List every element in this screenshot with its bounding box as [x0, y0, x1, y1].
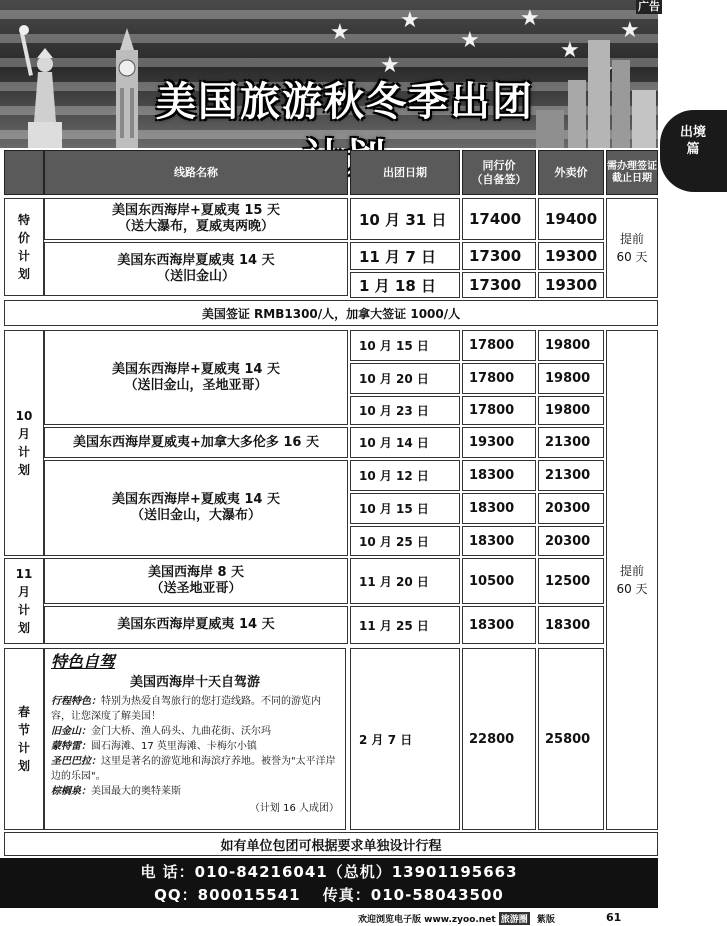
- date-cell: 11 月 20 日: [350, 558, 460, 604]
- date-cell: 10 月 20 日: [350, 363, 460, 394]
- header-visa-deadline: 需办理签证 截止日期: [606, 150, 658, 195]
- section-tab-label: 出境篇: [680, 125, 707, 157]
- date-cell: 11 月 25 日: [350, 606, 460, 644]
- section-tab: [660, 110, 727, 192]
- page-number: 61: [606, 911, 622, 924]
- retail-price-cell: 20300: [538, 493, 604, 524]
- retail-price-cell: 19300: [538, 242, 604, 270]
- star-icon: ★: [330, 20, 350, 45]
- footer-brand: 旅游圈: [499, 912, 530, 925]
- itinerary-monterey: [51, 739, 339, 754]
- visa-deadline-cell: 提前 60 天: [606, 198, 658, 298]
- date-cell: 10 月 23 日: [350, 396, 460, 425]
- star-icon: ★: [400, 8, 420, 33]
- qq-fax-line: QQ：800015541 传真：010-58043500: [154, 886, 504, 904]
- header-peer-price: 同行价 （自备签）: [462, 150, 536, 195]
- date-cell: 1 月 18 日: [350, 272, 460, 298]
- route-cell: 美国西海岸 8 天 （送圣地亚哥）: [44, 558, 348, 604]
- retail-price-cell: 20300: [538, 526, 604, 556]
- sf-label: 旧金山：: [51, 726, 91, 737]
- section-label-november: 11 月 计 划: [4, 558, 44, 644]
- date-cell: 10 月 14 日: [350, 427, 460, 458]
- peer-price-cell: 17300: [462, 242, 536, 270]
- footer-website: 欢迎浏览电子版 www.zyoo.net: [358, 915, 496, 925]
- self-drive-detail: [44, 648, 346, 830]
- phone-line: 电 话：010-84216041（总机）13901195663: [140, 863, 518, 881]
- date-cell: 10 月 15 日: [350, 330, 460, 361]
- header-spacer: [4, 150, 44, 195]
- retail-price-cell: 19300: [538, 272, 604, 298]
- header-date: 出团日期: [350, 150, 460, 195]
- peer-price-cell: 17300: [462, 272, 536, 298]
- header-retail-price: 外卖价: [538, 150, 604, 195]
- features-label: 行程特色：: [51, 696, 101, 707]
- route-cell: 美国东西海岸+夏威夷 15 天 （送大瀑布，夏威夷两晚）: [44, 198, 348, 240]
- group-size-note: （计划 16 人成团）: [249, 803, 339, 814]
- peer-price-cell: 22800: [462, 648, 536, 830]
- section-label-october: 10 月 计 划: [4, 330, 44, 556]
- self-drive-title: 美国西海岸十天自驾游: [129, 675, 260, 690]
- peer-price-cell: 19300: [462, 427, 536, 458]
- date-cell: 2 月 7 日: [350, 648, 460, 830]
- date-cell: 10 月 12 日: [350, 460, 460, 491]
- retail-price-cell: 21300: [538, 427, 604, 458]
- banner-title: 美国旅游秋冬季出团: [156, 79, 534, 125]
- ad-tag: 广告: [638, 0, 660, 13]
- itinerary-features: [51, 694, 339, 724]
- section-label-spring: 春 节 计 划: [4, 648, 44, 830]
- big-ben-icon: [104, 28, 150, 148]
- retail-price-cell: 21300: [538, 460, 604, 491]
- itinerary-sf: [51, 724, 339, 739]
- contact-bar: [0, 858, 658, 908]
- visa-fee-note: 美国签证 RMB1300/人，加拿大签证 1000/人: [4, 300, 658, 326]
- footer-edition: 紫版: [536, 915, 555, 925]
- route-cell: 美国东西海岸+夏威夷 14 天 （送旧金山，圣地亚哥）: [44, 330, 348, 425]
- visa-deadline-cell: 提前 60 天: [606, 330, 658, 830]
- monterey-label: 蒙特雷：: [51, 741, 91, 752]
- features-text: 特别为热爱自驾旅行的您打造线路。不同的游览内容，让您深度了解美国！: [51, 696, 321, 722]
- banner: [0, 0, 658, 148]
- star-icon: ★: [560, 38, 580, 63]
- custom-group-note: 如有单位包团可根据要求单独设计行程: [4, 832, 658, 856]
- date-cell: 11 月 7 日: [350, 242, 460, 270]
- retail-price-cell: 25800: [538, 648, 604, 830]
- peer-price-cell: 18300: [462, 526, 536, 556]
- header-route: 线路名称: [44, 150, 348, 195]
- peer-price-cell: 18300: [462, 606, 536, 644]
- peer-price-cell: 17800: [462, 330, 536, 361]
- date-cell: 10 月 15 日: [350, 493, 460, 524]
- retail-price-cell: 18300: [538, 606, 604, 644]
- route-cell: 美国东西海岸夏威夷 14 天: [44, 606, 348, 644]
- palm-label: 棕榈泉：: [51, 786, 91, 797]
- route-cell: 美国东西海岸夏威夷+加拿大多伦多 16 天: [44, 427, 348, 458]
- sb-text: 这里是著名的游览地和海滨疗养地。被誉为"太平洋岸边的乐园"。: [51, 756, 336, 782]
- retail-price-cell: 19800: [538, 363, 604, 394]
- date-cell: 10 月 31 日: [350, 198, 460, 240]
- star-icon: ★: [520, 6, 540, 31]
- peer-price-cell: 17800: [462, 363, 536, 394]
- star-icon: ★: [460, 28, 480, 53]
- retail-price-cell: 19800: [538, 330, 604, 361]
- route-cell: 美国东西海岸夏威夷 14 天 （送旧金山）: [44, 242, 348, 296]
- peer-price-cell: 18300: [462, 460, 536, 491]
- monterey-text: 圆石海滩、17 英里海滩、卡梅尔小镇: [91, 741, 257, 752]
- sf-text: 金门大桥、渔人码头、九曲花街、沃尔玛: [91, 726, 271, 737]
- retail-price-cell: 19800: [538, 396, 604, 425]
- star-icon: ★: [620, 18, 640, 43]
- date-cell: 10 月 25 日: [350, 526, 460, 556]
- peer-price-cell: 10500: [462, 558, 536, 604]
- palm-text: 美国最大的奥特莱斯: [91, 786, 181, 797]
- star-icon: ★: [380, 53, 400, 78]
- sb-label: 圣巴巴拉：: [51, 756, 101, 767]
- peer-price-cell: 17400: [462, 198, 536, 240]
- skyline-icon: [528, 30, 658, 148]
- retail-price-cell: 12500: [538, 558, 604, 604]
- self-drive-heading: 特色自驾: [51, 652, 116, 671]
- itinerary-santa-barbara: [51, 754, 339, 784]
- retail-price-cell: 19400: [538, 198, 604, 240]
- section-label-special: 特 价 计 划: [4, 198, 44, 296]
- peer-price-cell: 18300: [462, 493, 536, 524]
- statue-of-liberty-icon: [18, 22, 70, 148]
- peer-price-cell: 17800: [462, 396, 536, 425]
- itinerary-palm-springs: [51, 784, 339, 799]
- route-cell: 美国东西海岸+夏威夷 14 天 （送旧金山，大瀑布）: [44, 460, 348, 556]
